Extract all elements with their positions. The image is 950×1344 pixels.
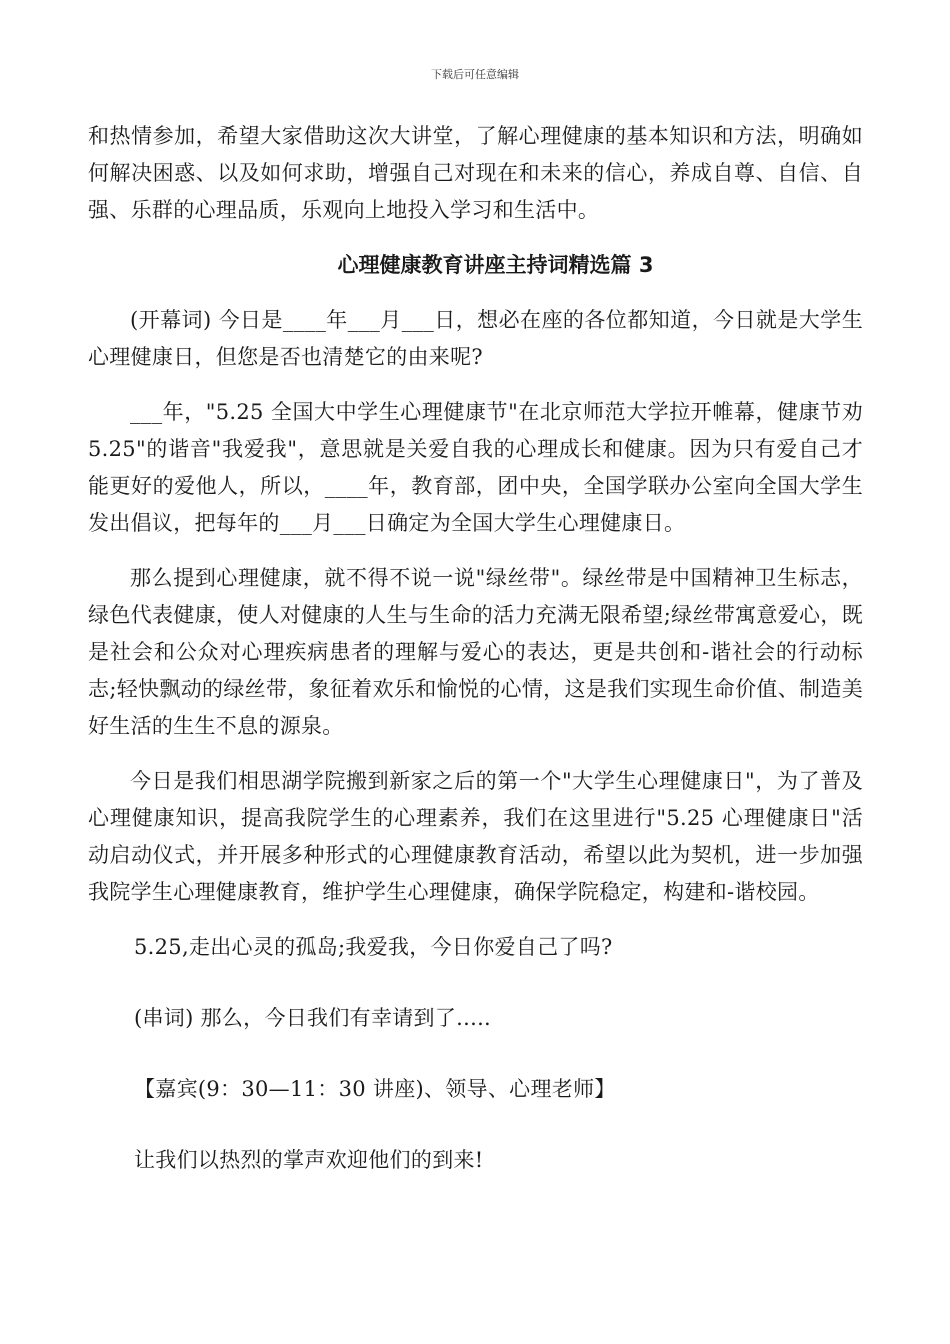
welcome-line: 让我们以热烈的掌声欢迎他们的到来! (134, 1148, 484, 1172)
slogan-line: 5.25,走出心灵的孤岛;我爱我，今日你爱自己了吗? (134, 935, 613, 959)
green-ribbon-paragraph: 那么提到心理健康，就不得不说一说"绿丝带"。绿丝带是中国精神卫生标志，绿色代表健康，使人对健康的人生与生命的活力充满无限希望;绿丝带寓意爱心，既是社会和公众对心理疾病患者的理解与爱心的表达，更是共创和-谐社会的行动标志;轻快飘动的绿丝带，象征着欢乐和愉悦的心情，这是我们实现生命价值、制造美好生活的生生不息的源泉。 (88, 566, 863, 738)
transition-line: (串词) 那么，今日我们有幸请到了..... (134, 1006, 492, 1030)
header-note: 下载后可任意编辑 (431, 68, 519, 81)
section-title: 心理健康教育讲座主持词精选篇 3 (337, 253, 654, 277)
guests-line: 【嘉宾(9：30—11：30 讲座)、领导、心理老师】 (134, 1077, 616, 1101)
opening-paragraph: (开幕词) 今日是____年___月___日，想必在座的各位都知道，今日就是大学生心理健康日，但您是否也清楚它的由来呢? (88, 308, 863, 369)
intro-paragraph: 和热情参加，希望大家借助这次大讲堂，了解心理健康的基本知识和方法，明确如何解决困惑、以及如何求助，增强自己对现在和未来的信心，养成自尊、自信、自强、乐群的心理品质，乐观向上地投入学习和生活中。 (88, 124, 863, 222)
campus-paragraph: 今日是我们相思湖学院搬到新家之后的第一个"大学生心理健康日"，为了普及心理健康知识，提高我院学生的心理素养，我们在这里进行"5.25 心理健康日"活动启动仪式，并开展多种形式的心理健康教育活动，希望以此为契机，进一步加强我院学生心理健康教育，维护学生心理健康，确保学院稳定，构建和-谐校园。 (88, 769, 863, 904)
document-body (88, 118, 863, 1213)
history-paragraph: ___年，"5.25 全国大中学生心理健康节"在北京师范大学拉开帷幕，健康节劝 5.25"的谐音"我爱我"，意思就是关爱自我的心理成长和健康。因为只有爱自己才能更好的爱他人，所以，____年，教育部，团中央，全国学联办公室向全国大学生发出倡议，把每年的___月___日确定为全国大学生心理健康日。 (88, 400, 863, 535)
